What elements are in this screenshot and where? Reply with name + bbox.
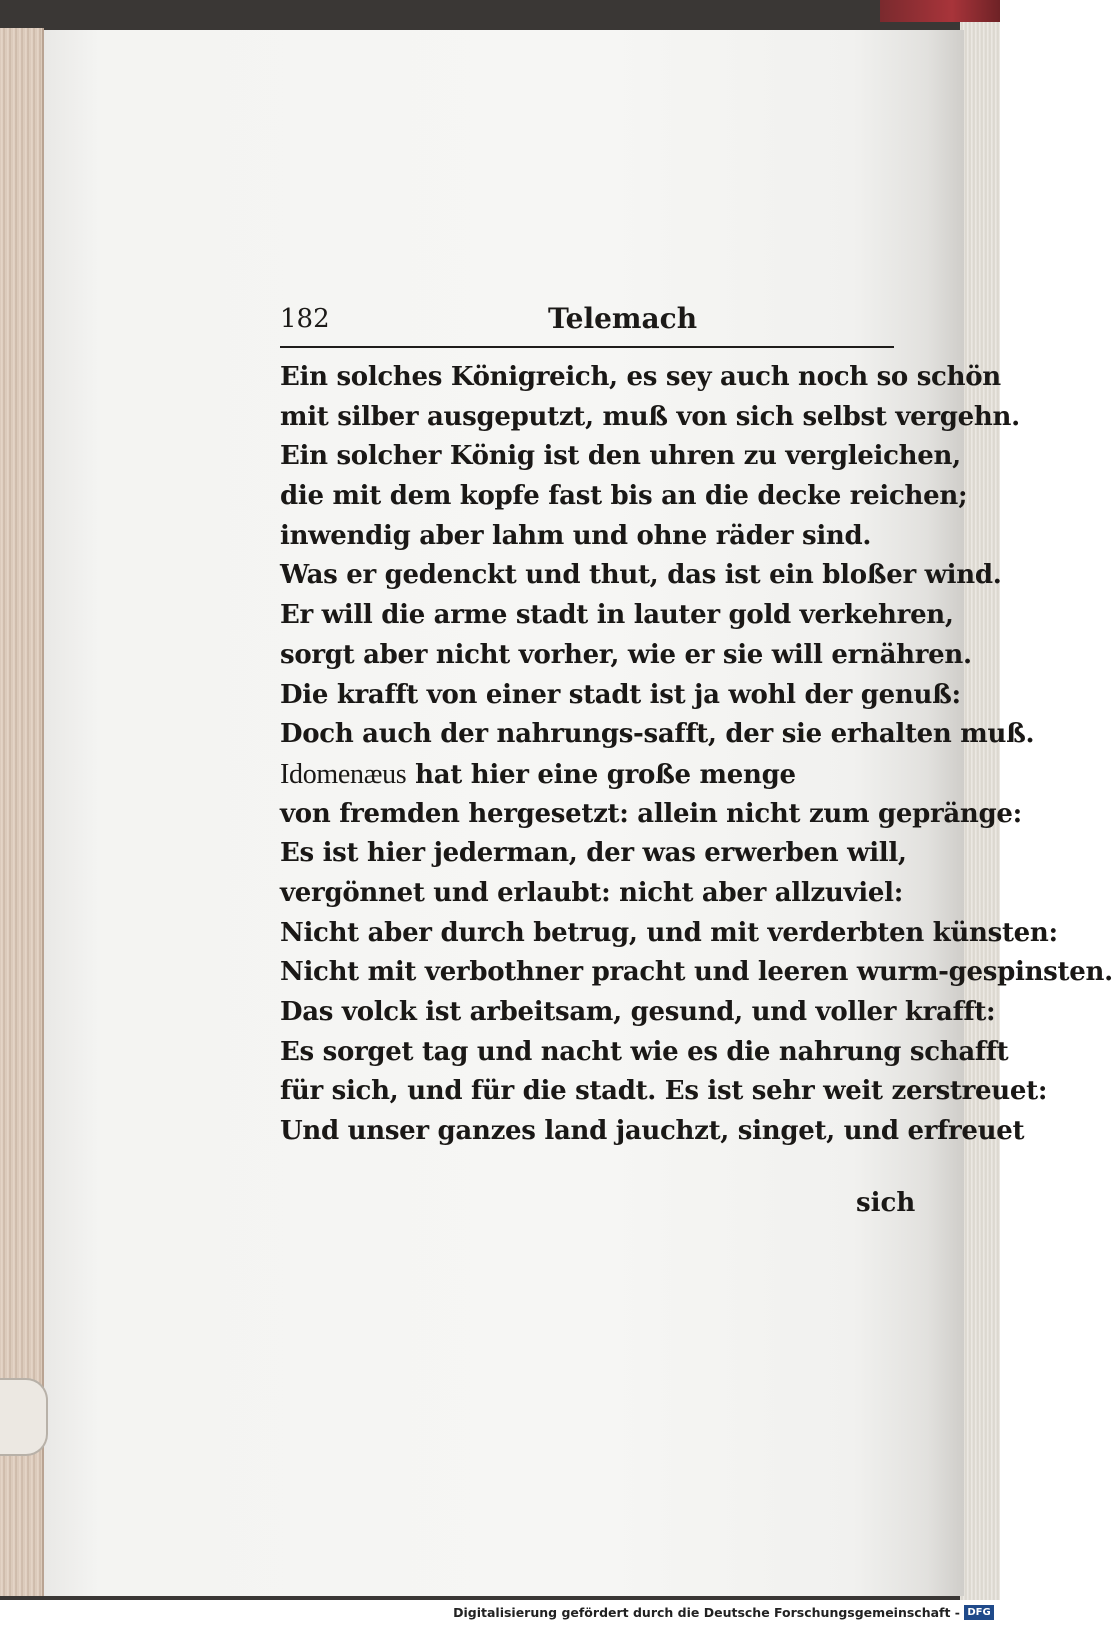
- verse-text: [280, 358, 1113, 1152]
- funding-credit: Digitalisierung gefördert durch die Deutsche Forschungsgemeinschaft -: [453, 1605, 960, 1620]
- verse-line: die mit dem kopfe fast bis an die decke reichen;: [280, 481, 968, 512]
- verse-line: für sich, und für die stadt. Es ist sehr weit zerstreuet:: [280, 1076, 1048, 1107]
- verse-line: vergönnet und erlaubt: nicht aber allzuviel:: [280, 877, 903, 908]
- verse-line: Es ist hier jederman, der was erwerben will,: [280, 838, 907, 869]
- footer-bar: [0, 1600, 1000, 1625]
- catchword: sich: [856, 1188, 916, 1218]
- header-rule: [280, 346, 894, 348]
- verse-line: sorgt aber nicht vorher, wie er sie will ernähren.: [280, 639, 972, 670]
- verse-line: Doch auch der nahrungs-safft, der sie erhalten muß.: [280, 719, 1035, 750]
- verse-line: Er will die arme stadt in lauter gold verkehren,: [280, 600, 954, 631]
- verse-line: Das volck ist arbeitsam, gesund, und voller krafft:: [280, 997, 996, 1027]
- verse-line: Was er gedenckt und thut, das ist ein bloßer wind.: [280, 560, 1002, 591]
- running-head: Telemach: [548, 302, 698, 335]
- verse-line: Nicht aber durch betrug, und mit verderbten künsten:: [280, 917, 1058, 948]
- verse-line: Und unser ganzes land jauchzt, singet, und erfreuet: [280, 1116, 1025, 1147]
- verse-line: von fremden hergesetzt: allein nicht zum gepränge:: [280, 798, 1022, 829]
- book-cover-edge: [880, 0, 1000, 22]
- verse-line: Nicht mit verbothner pracht und leeren wurm-gespinsten.: [280, 957, 1113, 988]
- dfg-logo: DFG: [964, 1605, 994, 1620]
- page-clip: [0, 1378, 48, 1456]
- verse-line: Die krafft von einer stadt ist ja wohl der genuß:: [280, 679, 961, 710]
- verse-line: Idomenæus hat hier eine große menge: [280, 758, 796, 790]
- verse-line: Ein solcher König ist den uhren zu vergleichen,: [280, 441, 961, 472]
- left-page-stack: [0, 28, 44, 1596]
- verse-line: inwendig aber lahm und ohne räder sind.: [280, 520, 872, 551]
- page-number: 182: [280, 304, 330, 334]
- page-header: [280, 298, 895, 344]
- verse-line: Ein solches Königreich, es sey auch noch so schön: [280, 362, 1001, 392]
- proper-name: Idomenæus: [280, 758, 407, 790]
- verse-line: Es sorget tag und nacht wie es die nahrung schafft: [280, 1036, 1009, 1067]
- verse-line: mit silber ausgeputzt, muß von sich selbst vergehn.: [280, 401, 1020, 432]
